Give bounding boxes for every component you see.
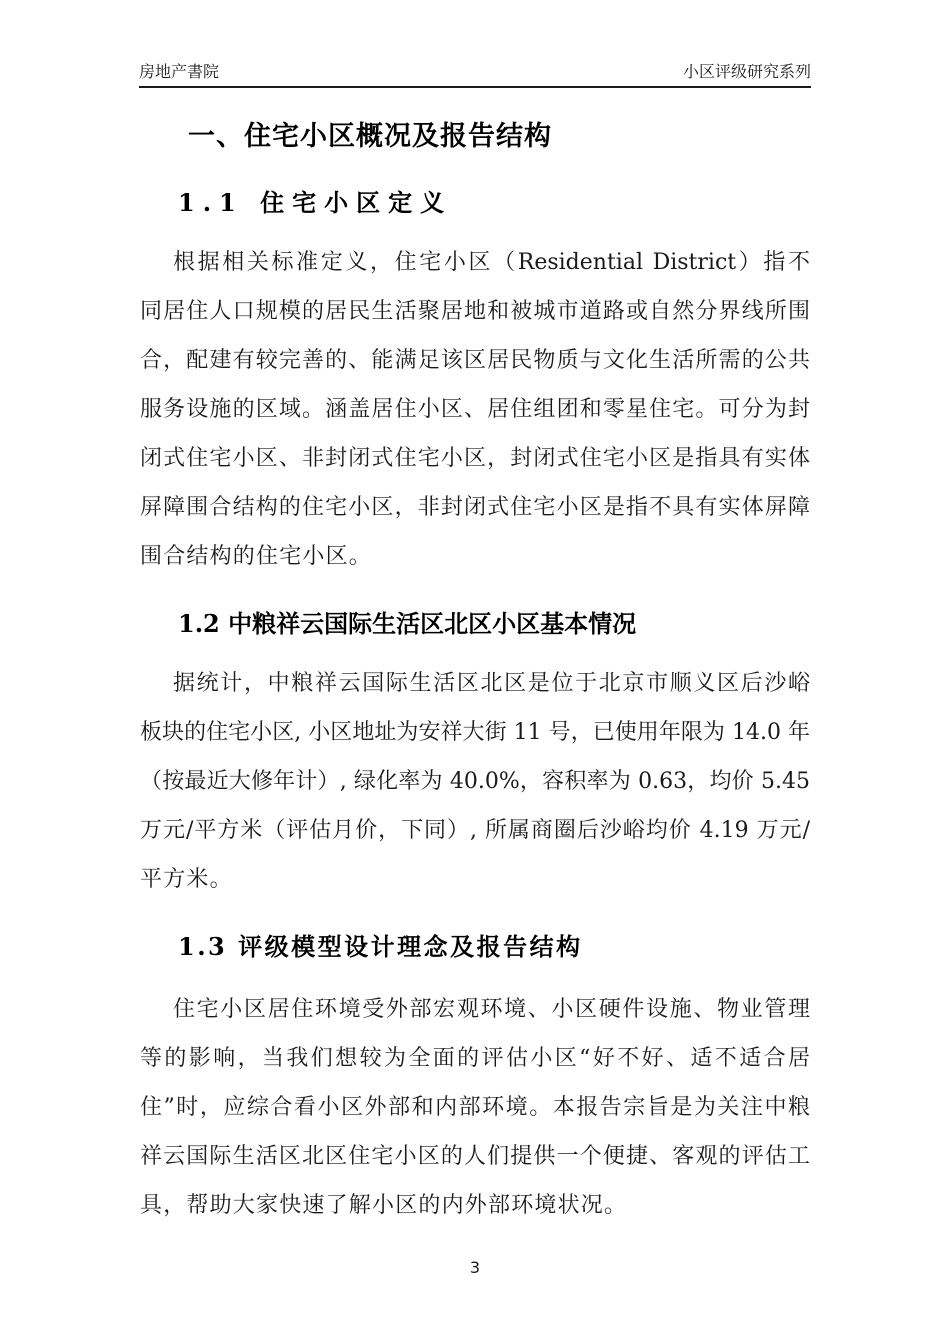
body-line: 板块的住宅小区, 小区地址为安祥大街 11 号，已使用年限为 14.0 年: [140, 720, 810, 745]
page-header: [139, 62, 811, 88]
paragraph-1: [140, 248, 810, 591]
body-line: 据统计，中粮祥云国际生活区北区是位于北京市顺义区后沙峪: [173, 671, 810, 696]
page-footer: [0, 1258, 950, 1278]
section-heading-1-3: 1.3 评级模型设计理念及报告结构: [178, 932, 583, 961]
body-line: 住宅小区居住环境受外部宏观环境、小区硬件设施、物业管理: [173, 997, 810, 1022]
body-line: 万元/平方米（评估月价，下同）, 所属商圈后沙峪均价 4.19 万元/: [140, 818, 810, 843]
body-line: 住”时，应综合看小区外部和内部环境。本报告宗旨是为关注中粮: [140, 1095, 810, 1120]
page-number: 3: [469, 1258, 481, 1277]
body-line: 同居住人口规模的居民生活聚居地和被城市道路或自然分界线所围: [140, 299, 810, 324]
body-line: 具，帮助大家快速了解小区的内外部环境状况。: [140, 1193, 628, 1218]
body-line: （按最近大修年计）, 绿化率为 40.0%，容积率为 0.63，均价 5.45: [140, 769, 810, 794]
body-line: 等的影响，当我们想较为全面的评估小区“好不好、适不适合居: [140, 1046, 810, 1071]
header-left-text: 房地产書院: [139, 62, 220, 81]
chapter-title: 一、住宅小区概况及报告结构: [188, 121, 552, 152]
document-body: [140, 90, 810, 1240]
body-line: 闭式住宅小区、非封闭式住宅小区，封闭式住宅小区是指具有实体: [140, 446, 810, 471]
body-line: 平方米。: [140, 867, 233, 892]
body-line: 合，配建有较完善的、能满足该区居民物质与文化生活所需的公共: [140, 348, 810, 373]
section-heading-1-2: 1.2 中粮祥云国际生活区北区小区基本情况: [178, 609, 637, 638]
header-right-text: 小区评级研究系列: [682, 62, 811, 81]
body-line: 祥云国际生活区北区住宅小区的人们提供一个便捷、客观的评估工: [140, 1144, 810, 1169]
paragraph-2: [140, 669, 810, 914]
section-heading-1-1: 1.1 住宅小区定义: [178, 188, 453, 217]
paragraph-3: [140, 995, 810, 1240]
body-line: 根据相关标准定义，住宅小区（Residential District）指不: [173, 250, 810, 275]
body-line: 屏障围合结构的住宅小区，非封闭式住宅小区是指不具有实体屏障: [140, 495, 810, 520]
body-line: 服务设施的区域。涵盖居住小区、居住组团和零星住宅。可分为封: [140, 397, 810, 422]
body-line: 围合结构的住宅小区。: [140, 544, 373, 569]
